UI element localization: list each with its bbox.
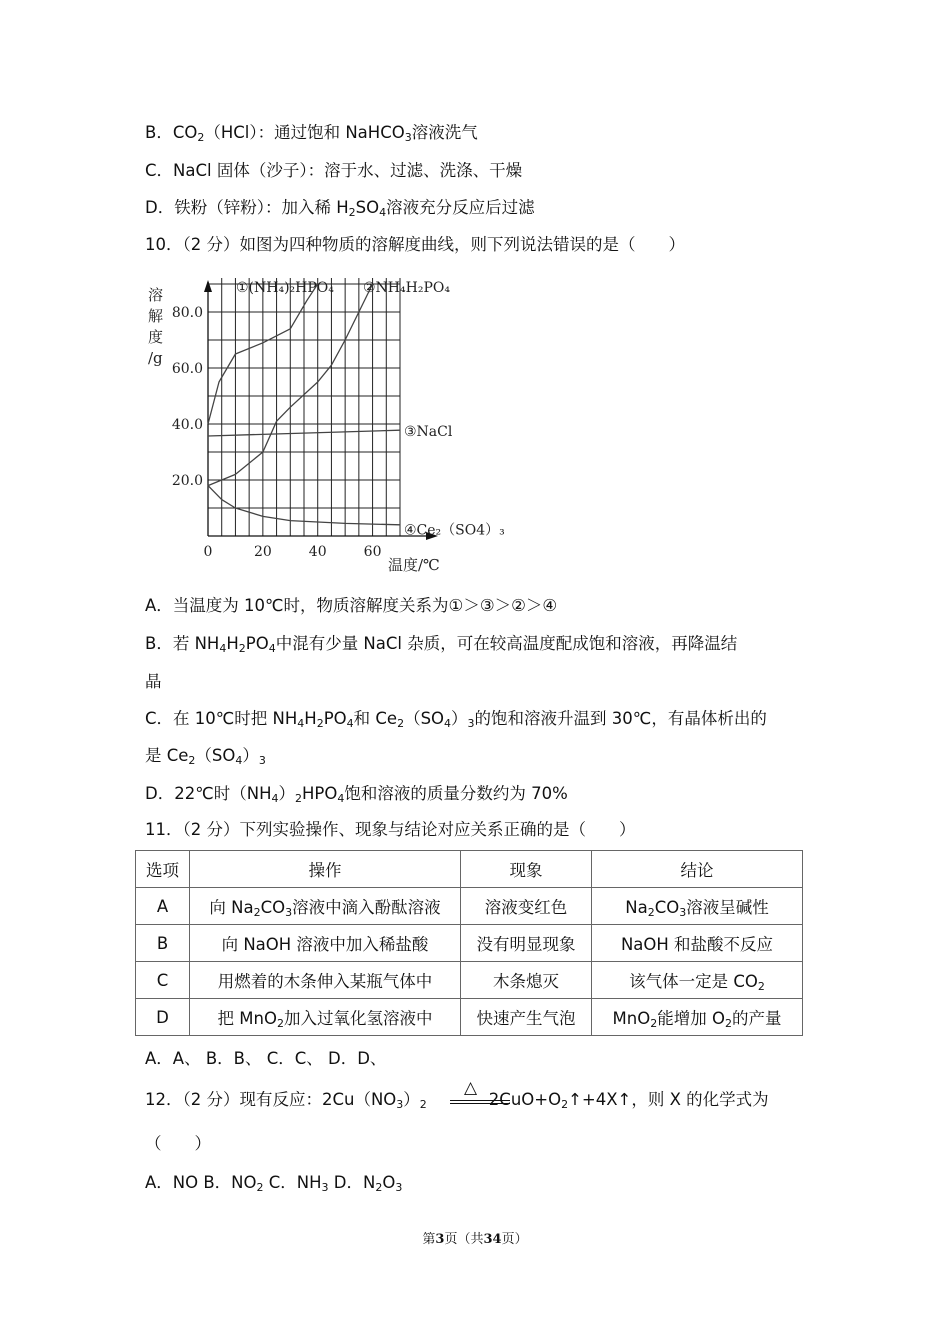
q10-stem: 10．（2 分）如图为四种物质的溶解度曲线，则下列说法错误的是（ ） xyxy=(145,235,685,254)
y-axis-label: 溶 xyxy=(148,286,164,304)
solubility-chart xyxy=(140,272,540,582)
y-axis-label: 解 xyxy=(148,307,164,325)
x-tick-label: 60 xyxy=(363,544,382,560)
header-operation: 操作 xyxy=(190,851,461,888)
row-conclusion: NaOH 和盐酸不反应 xyxy=(592,925,803,962)
y-axis-label: /g xyxy=(148,349,163,367)
row-operation: 用燃着的木条伸入某瓶气体中 xyxy=(190,962,461,999)
y-axis-arrow xyxy=(204,280,212,292)
x-tick-label: 40 xyxy=(308,544,327,560)
q11-options: A．A、 B．B、 C．C、 D．D、 xyxy=(145,1049,387,1068)
header-conclusion: 结论 xyxy=(592,851,803,888)
y-tick-label: 40.0 xyxy=(171,417,203,433)
series-label: ③NaCl xyxy=(404,424,453,440)
q10-option-a: A．当温度为 10℃时，物质溶解度关系为①＞③＞②＞④ xyxy=(145,596,558,615)
q11-stem: 11．（2 分）下列实验操作、现象与结论对应关系正确的是（ ） xyxy=(145,820,636,839)
delta-symbol: △ xyxy=(464,1078,478,1098)
y-tick-label: 80.0 xyxy=(171,305,203,321)
row-phenomenon: 快速产生气泡 xyxy=(461,999,592,1036)
q9-option-b: B．$CO_2(HCl)$：通过饱和 NaHCO$_3$溶液洗气 xyxy=(145,123,478,144)
y-axis-label: 度 xyxy=(148,328,164,346)
q12-paren: （ ） xyxy=(145,1134,211,1153)
series-label: ②NH₄H₂PO₄ xyxy=(363,280,450,296)
q10-option-d: D．22℃时$(NH_4)_2HPO_4$饱和溶液的质量分数约为 70% xyxy=(145,784,568,805)
solubility-chart-svg xyxy=(140,272,540,582)
q10-option-c: C．在 10℃时把 $NH_4H_2PO_4$和 $Ce_2(SO_4)_3$的饱和溶液升温到 30℃，有晶体析出的 xyxy=(145,709,767,730)
row-phenomenon: 没有明显现象 xyxy=(461,925,592,962)
row-operation: 把 MnO$_2$加入过氧化氢溶液中 xyxy=(190,999,461,1036)
q12-stem: 12．（2 分）现有反应：$2Cu(NO_3)_2$ $2CuO+O_2↑+4X↑$，则 X 的化学式为 xyxy=(145,1090,769,1111)
row-operation: 向 $Na_2CO_3$溶液中滴入酚酞溶液 xyxy=(190,888,461,925)
q11-table xyxy=(135,850,803,1036)
q9-option-d: D．铁粉（锌粉）：加入稀 $H_2SO_4$溶液充分反应后过滤 xyxy=(145,198,535,219)
row-conclusion: 该气体一定是 $CO_2$ xyxy=(592,962,803,999)
y-tick-label: 60.0 xyxy=(171,361,203,377)
q10-option-c-cont: 是 $Ce_2(SO_4)_3$ xyxy=(145,746,266,767)
row-phenomenon: 木条熄灭 xyxy=(461,962,592,999)
arrow-line-bottom xyxy=(450,1103,510,1104)
q10-option-b-cont: 晶 xyxy=(145,672,162,691)
row-operation: 向 NaOH 溶液中加入稀盐酸 xyxy=(190,925,461,962)
q10-option-b: B．若 $NH_4H_2PO_4$中混有少量 NaCl 杂质，可在较高温度配成饱和溶液，再降温结 xyxy=(145,634,738,655)
table-row xyxy=(136,999,803,1036)
row-option: A xyxy=(136,888,190,925)
row-option: D xyxy=(136,999,190,1036)
table-header-row xyxy=(136,851,803,888)
series-label: ①(NH₄)₂HPO₄ xyxy=(236,280,334,296)
table-row xyxy=(136,888,803,925)
x-axis-label: 温度/℃ xyxy=(388,556,440,574)
header-option: 选项 xyxy=(136,851,190,888)
x-tick-label: 0 xyxy=(203,544,213,560)
heating-condition xyxy=(450,1078,510,1106)
row-conclusion: MnO$_2$能增加 $O_2$的产量 xyxy=(592,999,803,1036)
row-conclusion: $Na_2CO_3$溶液呈碱性 xyxy=(592,888,803,925)
row-option: C xyxy=(136,962,190,999)
page-footer: 第3页（共34页） xyxy=(422,1232,528,1247)
arrow-line-top xyxy=(450,1100,510,1101)
header-phenomenon: 现象 xyxy=(461,851,592,888)
row-phenomenon: 溶液变红色 xyxy=(461,888,592,925)
y-tick-label: 20.0 xyxy=(171,473,203,489)
q9-option-c: C．NaCl 固体（沙子）：溶于水、过滤、洗涤、干燥 xyxy=(145,161,523,180)
series-label: ④Ce₂（SO4）₃ xyxy=(404,522,505,539)
x-tick-label: 20 xyxy=(253,544,272,560)
row-option: B xyxy=(136,925,190,962)
table-row xyxy=(136,962,803,999)
table-row xyxy=(136,925,803,962)
q12-options: A．NO B．$NO_2$ C．$NH_3$ D．$N_2O_3$ xyxy=(145,1173,403,1194)
